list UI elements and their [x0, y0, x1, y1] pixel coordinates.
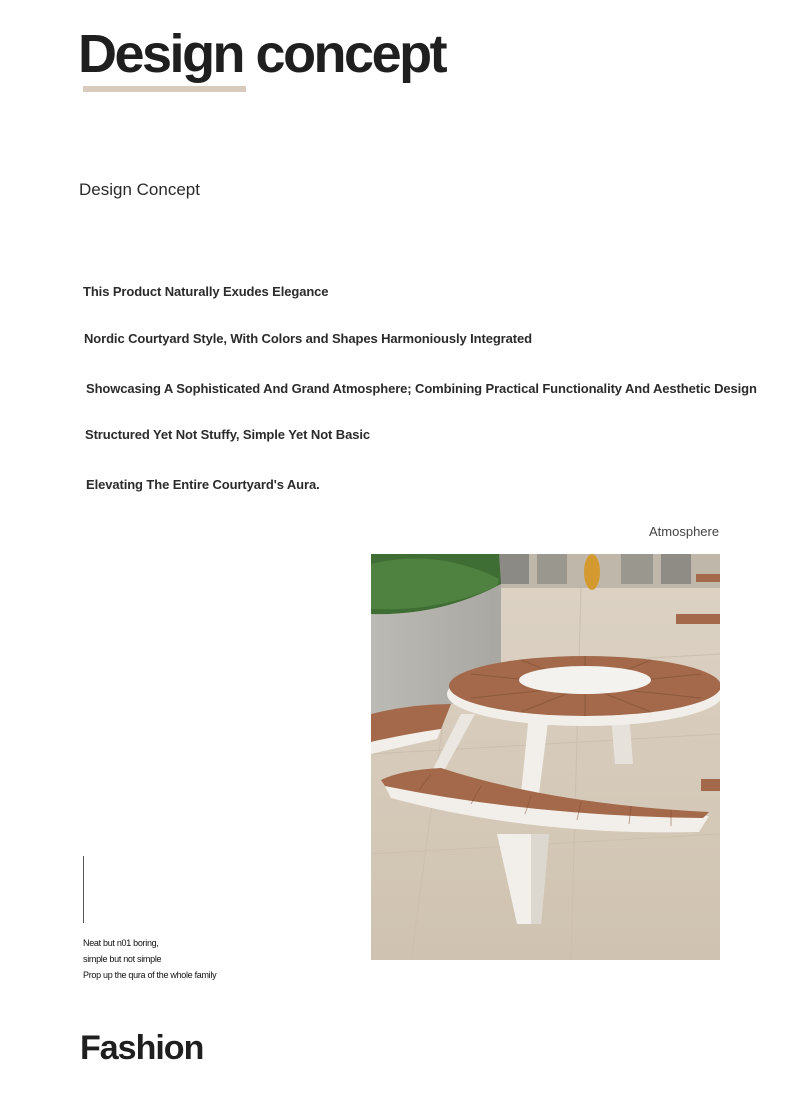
concept-line: Structured Yet Not Stuffy, Simple Yet Not Basic [85, 427, 370, 442]
decorative-divider [83, 856, 84, 923]
concept-line: Elevating The Entire Courtyard's Aura. [86, 477, 320, 492]
concept-line: Nordic Courtyard Style, With Colors and Shapes Harmoniously Integrated [84, 331, 532, 346]
concept-line: Showcasing A Sophisticated And Grand Atmosphere; Combining Practical Functionality And Aesthetic Design [86, 381, 757, 396]
note-line: Neat but n01 boring, [83, 938, 159, 948]
title-underline [83, 86, 246, 92]
note-line: Prop up the qura of the whole family [83, 970, 217, 980]
product-photo [371, 554, 720, 960]
section-subtitle: Design Concept [79, 180, 200, 199]
concept-line: This Product Naturally Exudes Elegance [83, 284, 329, 299]
note-line: simple but not simple [83, 954, 162, 964]
page-title: Design concept [78, 24, 446, 84]
picnic-table-illustration [371, 554, 720, 960]
section-title-fashion: Fashion [80, 1029, 204, 1067]
photo-caption: Atmosphere [649, 524, 720, 539]
